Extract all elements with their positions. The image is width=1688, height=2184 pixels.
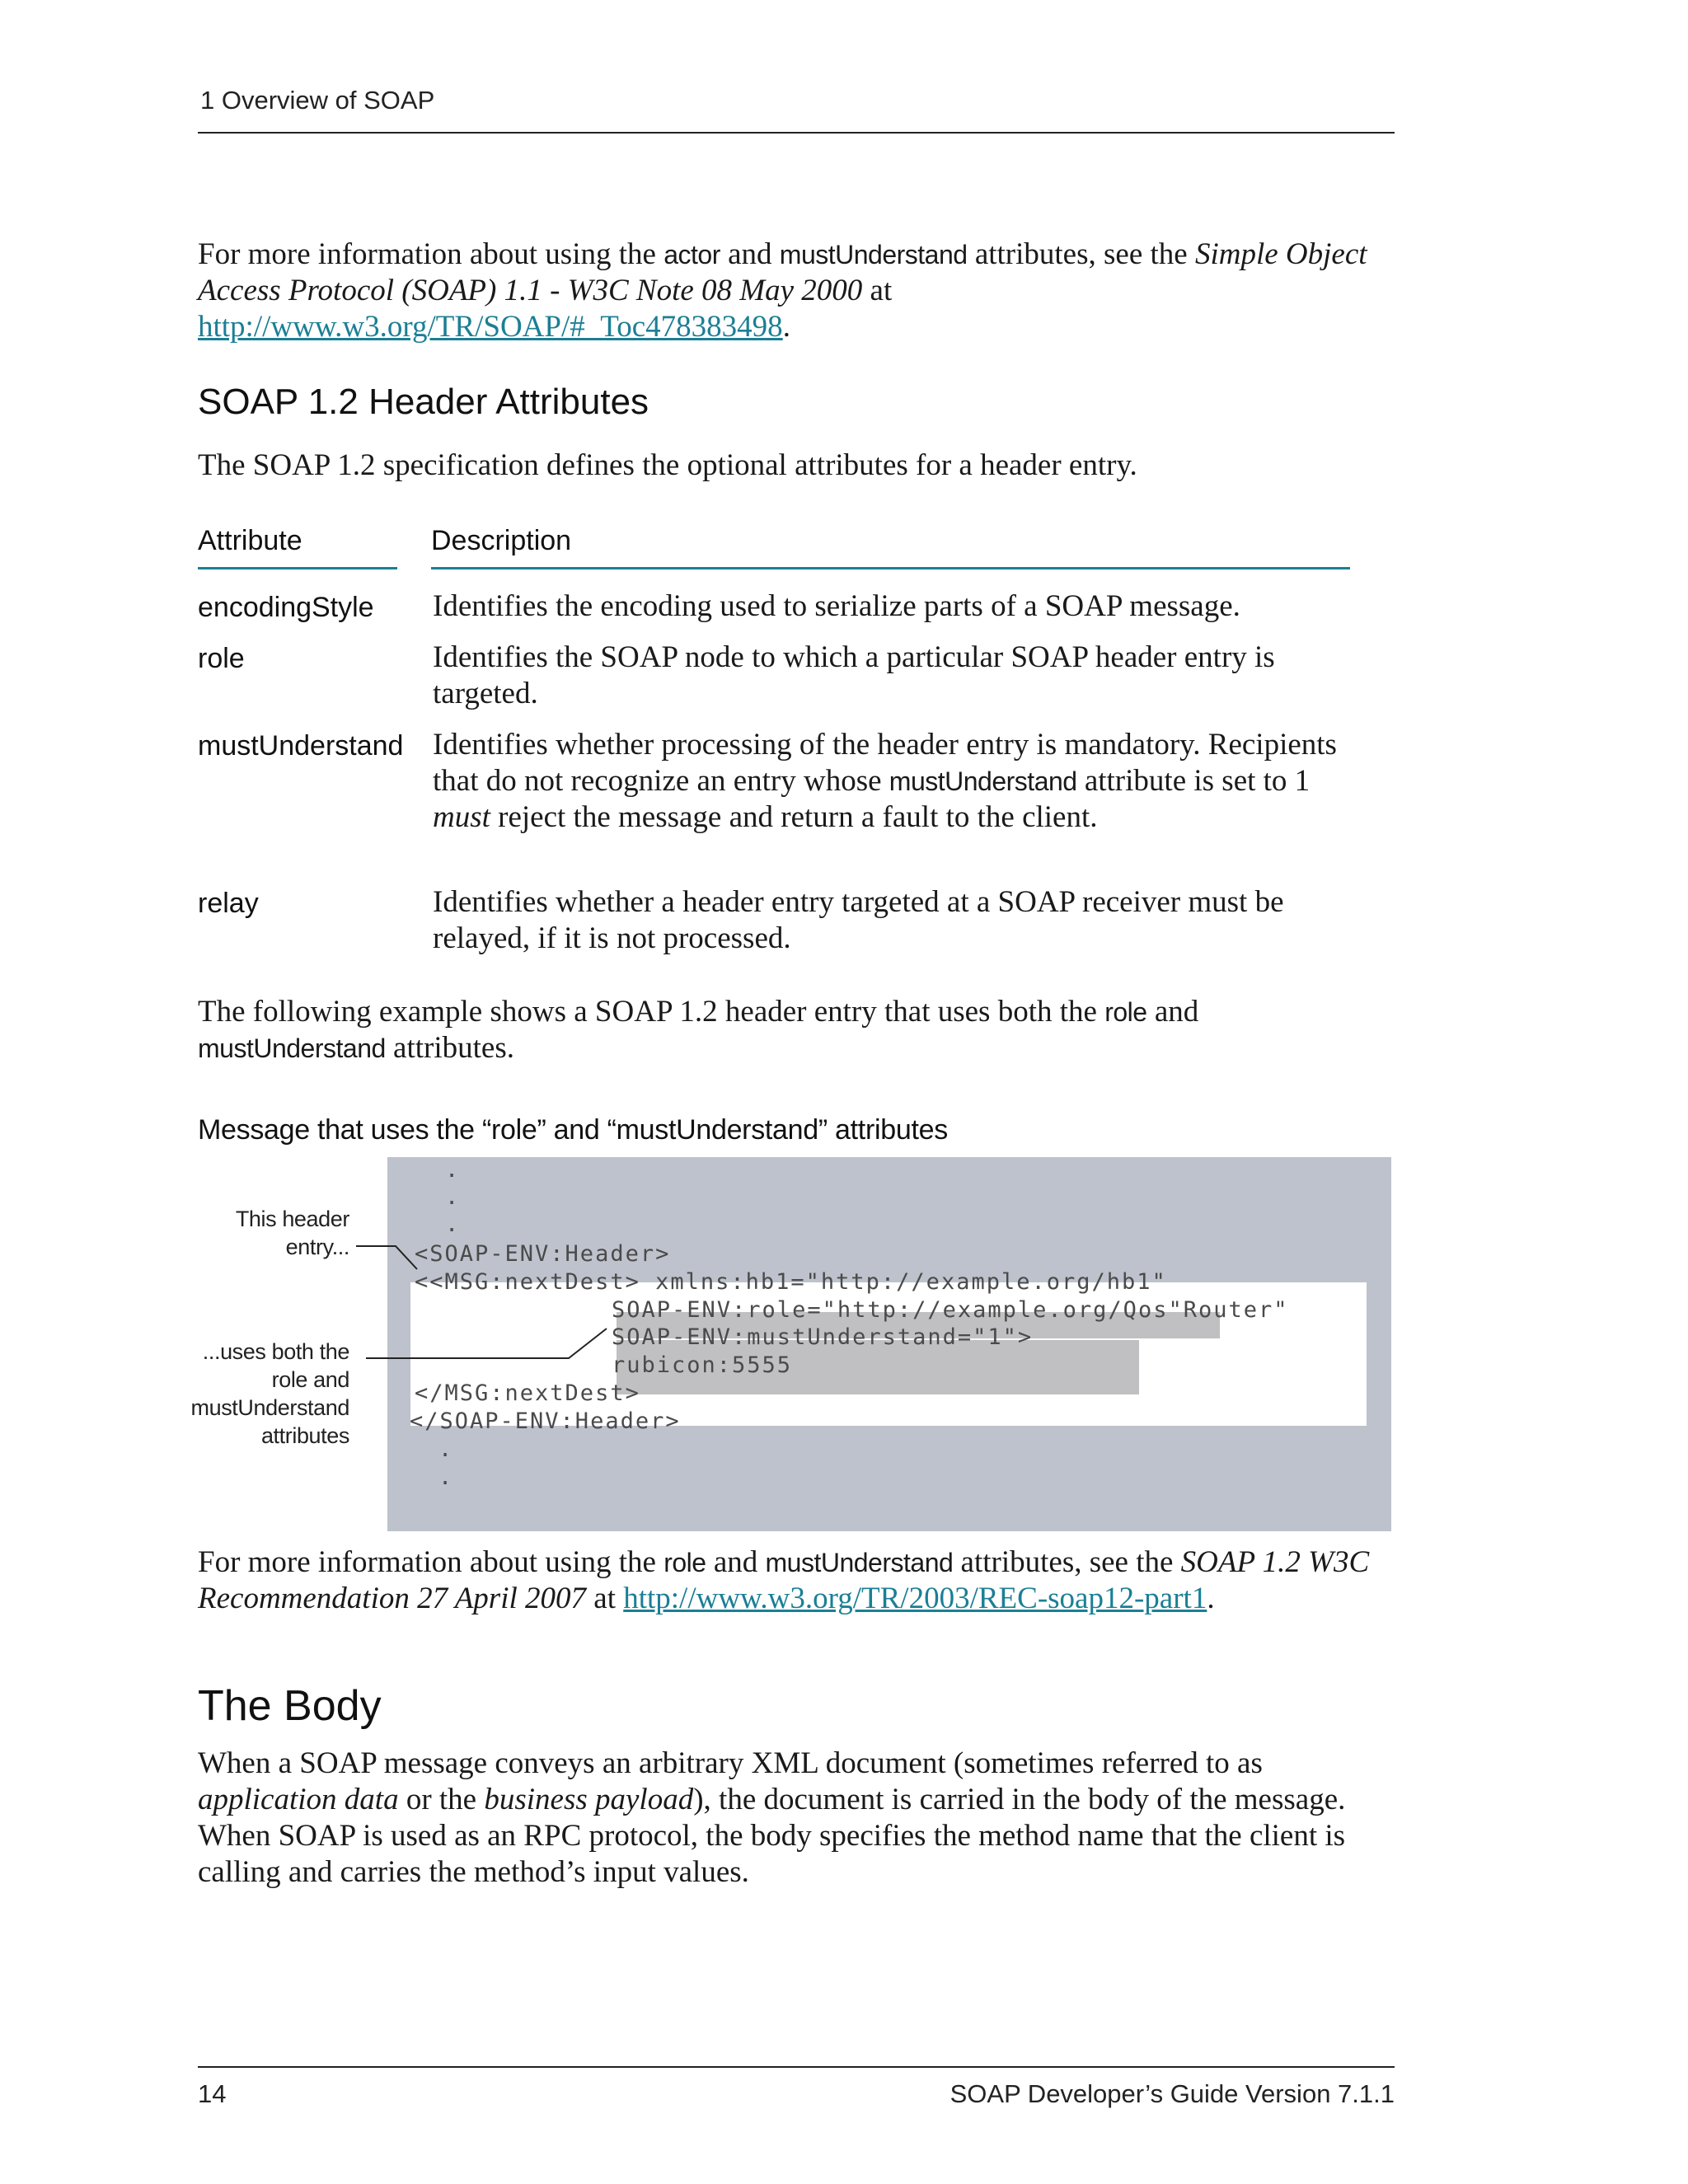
soap12-link[interactable]: http://www.w3.org/TR/2003/REC-soap12-part1 — [623, 1582, 1207, 1615]
code-line: </SOAP-ENV:Header> — [410, 1408, 681, 1434]
ellipsis-dot: . — [438, 1465, 452, 1490]
attr-role: role — [663, 1548, 706, 1577]
text: at — [586, 1582, 624, 1615]
figure-caption: Message that uses the “role” and “mustUnderstand” attributes — [198, 1114, 948, 1146]
ellipsis-dot: . — [445, 1184, 459, 1210]
text: or the — [398, 1783, 485, 1816]
code-line: <SOAP-ENV:Header> — [415, 1241, 671, 1267]
text: . — [782, 310, 790, 344]
ellipsis-dot: . — [445, 1157, 459, 1183]
section-intro: The SOAP 1.2 specification defines the optional attributes for a header entry. — [198, 448, 1137, 482]
text: and — [720, 237, 780, 271]
desc-role: Identifies the SOAP node to which a particular SOAP header entry is targeted. — [433, 640, 1275, 710]
term-encodingstyle: encodingStyle — [198, 592, 374, 623]
text: at — [862, 274, 893, 307]
text: reject the message and return a fault to the client. — [490, 800, 1098, 834]
callout-line: ...uses both the — [202, 1339, 349, 1364]
callout-line: mustUnderstand — [190, 1395, 349, 1420]
code-line: </MSG:nextDest> — [415, 1380, 640, 1406]
text: and — [706, 1545, 766, 1579]
attr-mustunderstand: mustUnderstand — [198, 1033, 386, 1063]
code-line: SOAP-ENV:role="http://example.org/Qos"Router" — [612, 1297, 1289, 1323]
ellipsis-dot: . — [438, 1436, 452, 1462]
running-head: 1 Overview of SOAP — [200, 86, 435, 115]
callout-line: entry... — [285, 1235, 349, 1259]
code-line: SOAP-ENV:mustUnderstand="1"> — [612, 1324, 1034, 1350]
attr-mustunderstand: mustUnderstand — [765, 1548, 954, 1577]
callout-line: role and — [271, 1367, 349, 1392]
callout-line: attributes — [260, 1423, 349, 1448]
term-relay: relay — [198, 888, 259, 919]
attr-mustunderstand: mustUnderstand — [779, 240, 968, 269]
section-heading-soap12: SOAP 1.2 Header Attributes — [198, 382, 649, 422]
term-role: role — [198, 643, 245, 674]
soap11-link[interactable]: http://www.w3.org/TR/SOAP/#_Toc478383498 — [198, 310, 783, 344]
text: . — [1207, 1582, 1215, 1615]
attr-actor: actor — [663, 240, 720, 269]
code-line: rubicon:5555 — [612, 1352, 793, 1378]
text: Identifies whether processing of the header entry is mandatory. Recipients that do not recognize an entry whose — [433, 728, 1337, 798]
text: For more information about using the — [198, 237, 664, 271]
code-line: <<MSG:nextDest> xmlns:hb1="http://example.org/hb1" — [415, 1269, 1167, 1295]
leader-line-header-entry — [356, 1246, 417, 1269]
term-mustunderstand: mustUnderstand — [198, 730, 404, 762]
body-paragraph — [198, 1746, 1385, 1891]
footer-rule — [198, 2066, 1395, 2068]
text: and — [1146, 995, 1199, 1029]
text: attributes. — [385, 1031, 514, 1065]
leader-line-attributes — [366, 1329, 607, 1358]
desc-relay: Identifies whether a header entry targeted at a SOAP receiver must be relayed, if it is not processed. — [433, 885, 1284, 955]
emphasis-business-payload: business payload — [484, 1783, 694, 1816]
ellipsis-dot: . — [445, 1212, 459, 1237]
text: attributes, see the — [953, 1545, 1181, 1579]
section-heading-body: The Body — [198, 1682, 382, 1730]
text: When a SOAP message conveys an arbitrary XML document (sometimes referred to as — [198, 1746, 1263, 1780]
emphasis-must: must — [433, 800, 490, 834]
desc-encodingstyle: Identifies the encoding used to serialize parts of a SOAP message. — [433, 589, 1240, 623]
table-header-description: Description — [431, 525, 572, 556]
text: The following example shows a SOAP 1.2 header entry that uses both the — [198, 995, 1105, 1029]
text: For more information about using the — [198, 1545, 664, 1579]
footer-title: SOAP Developer’s Guide Version 7.1.1 — [950, 2079, 1395, 2108]
callout-line: This header — [235, 1207, 349, 1231]
attr-mustunderstand: mustUnderstand — [889, 766, 1077, 796]
reference-title: Simple Object Access Protocol (SOAP) 1.1 - W3C Note 08 May 2000 — [198, 237, 1367, 307]
table-header-attribute: Attribute — [198, 525, 302, 556]
attr-role: role — [1104, 997, 1147, 1027]
text: attributes, see the — [967, 237, 1195, 271]
more-info-paragraph — [198, 1544, 1385, 1617]
page-number: 14 — [198, 2079, 227, 2108]
reference-title: SOAP 1.2 W3C Recommendation 27 April 2007 — [198, 1545, 1370, 1615]
emphasis-application-data: application data — [198, 1783, 399, 1816]
text: attribute is set to 1 — [1076, 764, 1311, 798]
text: ), the document is carried in the body of the message. When SOAP is used as an RPC protocol, the body specifies the method name that the client is calling and carries the method’s input values. — [198, 1783, 1346, 1889]
